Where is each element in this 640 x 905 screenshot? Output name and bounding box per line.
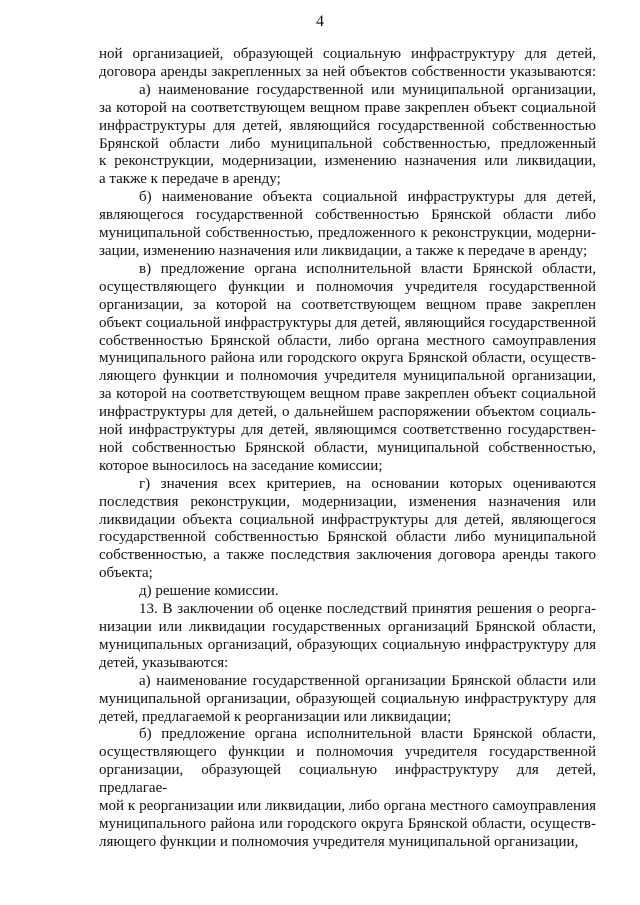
paragraph-7-line-4: детей, указываются: bbox=[99, 654, 229, 671]
paragraph-4-line-1: в) предложение органа исполнительной власти Брянской области, bbox=[139, 260, 596, 277]
paragraph-9-line-4: мой к реорганизации или ликвидации, либо органа местного самоуправления bbox=[99, 798, 596, 815]
paragraph-4-line-2: осуществляющего функции и полномочия учредителя государственной bbox=[99, 278, 596, 295]
paragraph-8-line-2: муниципальной организации, образующей социальную инфраструктуру для bbox=[99, 690, 596, 707]
paragraph-4-line-12: которое выносилось на заседание комиссии; bbox=[99, 457, 383, 474]
paragraph-9-line-6: ляющего функции и полномочия учредителя муниципальной организации, bbox=[99, 833, 579, 850]
paragraph-3-line-4: зации, изменению назначения или ликвидации, а также к передаче в аренду; bbox=[99, 242, 588, 259]
paragraph-4-line-8: за которой на соответствующем вещном праве закреплен объект социальной bbox=[99, 386, 596, 403]
paragraph-4-line-5: собственностью Брянской области, либо органа местного самоуправления bbox=[99, 332, 596, 349]
paragraph-2-line-5: к реконструкции, модернизации, изменению назначения или ликвидации, bbox=[99, 153, 596, 170]
paragraph-9-line-1: б) предложение органа исполнительной власти Брянской области, bbox=[139, 726, 596, 743]
document-body bbox=[99, 46, 596, 852]
paragraph-3-line-2: являющегося государственной собственностью Брянской области либо bbox=[99, 207, 596, 224]
paragraph-5-line-1: г) значения всех критериев, на основании которых оцениваются bbox=[139, 475, 596, 492]
paragraph-5-line-2: последствия реконструкции, модернизации, изменения назначения или bbox=[99, 493, 596, 510]
paragraph-2-line-6: а также к передаче в аренду; bbox=[99, 171, 281, 188]
paragraph-4-line-10: ной инфраструктуры для детей, являющимся соответственно государствен- bbox=[99, 422, 596, 439]
paragraph-8-line-1: а) наименование государственной организации Брянской области или bbox=[139, 672, 596, 689]
paragraph-6-line-1: д) решение комиссии. bbox=[139, 583, 279, 600]
paragraph-4-line-4: объект социальной инфраструктуры для детей, являющийся государственной bbox=[99, 314, 596, 331]
paragraph-4-line-11: ной собственностью Брянской области, муниципальной собственностью, bbox=[99, 439, 596, 456]
paragraph-5-line-4: государственной собственностью Брянской области либо муниципальной bbox=[99, 529, 596, 546]
paragraph-3-line-1: б) наименование объекта социальной инфраструктуры для детей, bbox=[139, 189, 596, 206]
paragraph-7-line-2: низации или ликвидации государственных организаций Брянской области, bbox=[99, 619, 596, 635]
paragraph-8-line-3: детей, предлагаемой к реорганизации или ликвидации; bbox=[99, 708, 452, 725]
paragraph-2-line-4: Брянской области либо муниципальной собственностью, предложенный bbox=[99, 135, 596, 152]
paragraph-9-line-2: осуществляющего функции и полномочия учредителя государственной bbox=[99, 744, 596, 761]
paragraph-2-line-2: за которой на соответствующем вещном праве закреплен объект социальной bbox=[99, 99, 596, 116]
paragraph-4-line-7: ляющего функции и полномочия учредителя муниципальной организации, bbox=[99, 368, 596, 385]
paragraph-1-line-1: ной организацией, образующей социальную инфраструктуру для детей, bbox=[99, 46, 596, 62]
paragraph-4-line-6: муниципального района или городского округа Брянской области, осуществ- bbox=[99, 350, 596, 367]
paragraph-2-line-3: инфраструктуры для детей, являющийся государственной собственностью bbox=[99, 117, 596, 134]
paragraph-5-line-3: ликвидации объекта социальной инфраструктуры для детей, являющегося bbox=[99, 511, 596, 528]
paragraph-5-line-6: объекта; bbox=[99, 565, 153, 582]
paragraph-2-line-1: а) наименование государственной или муниципальной организации, bbox=[139, 81, 596, 98]
paragraph-7-line-3: муниципальных организаций, образующих социальную инфраструктуру для bbox=[99, 636, 596, 653]
page-number: 4 bbox=[316, 13, 324, 30]
paragraph-4-line-3: организации, за которой на соответствующем вещном праве закреплен bbox=[99, 296, 596, 313]
paragraph-7-line-1: 13. В заключении об оценке последствий принятия решения о реорга- bbox=[139, 601, 596, 618]
paragraph-3-line-3: муниципальной собственностью, предложенного к реконструкции, модерни- bbox=[99, 225, 596, 242]
paragraph-9-line-5: муниципального района или городского округа Брянской области, осуществ- bbox=[99, 815, 596, 832]
paragraph-5-line-5: собственностью, а также последствия заключения договора аренды такого bbox=[99, 547, 596, 564]
paragraph-4-line-9: инфраструктуры для детей, о дальнейшем распоряжении объектом социаль- bbox=[99, 404, 596, 421]
paragraph-1-line-2: договора аренды закрепленных за ней объектов собственности указываются: bbox=[99, 63, 596, 80]
paragraph-9-line-3: организации, образующей социальную инфраструктуру для детей, предлагае- bbox=[99, 762, 596, 797]
